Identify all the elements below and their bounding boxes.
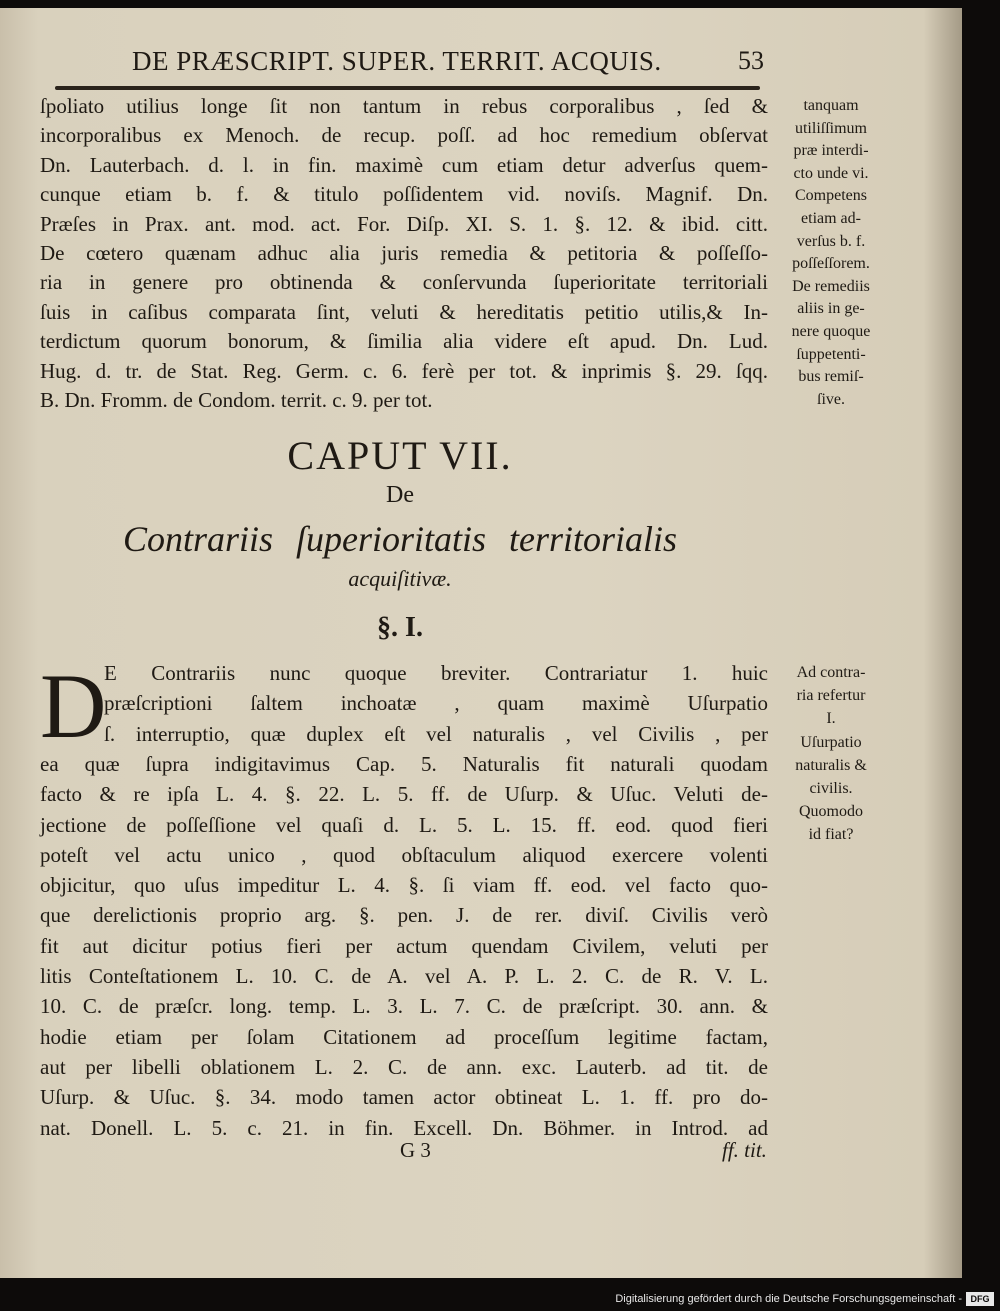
text-line: incorporalibus ex Menoch. de recup. poſſ. ad hoc remedium obſervat (40, 123, 768, 148)
margin-note: poſſeſſorem. (792, 255, 870, 273)
margin-note: naturalis & (795, 756, 867, 774)
scanned-page (0, 8, 962, 1278)
header-rule (55, 86, 760, 90)
text-line: De cœtero quænam adhuc alia juris remedia & petitoria & poſſeſſo- (40, 241, 768, 265)
margin-note: præ interdi- (793, 142, 869, 160)
text-line: terdictum quorum bonorum, & ſimilia alia videre eſt apud. Dn. Lud. (40, 329, 768, 354)
text-line: ſpoliato utilius longe ſit non tantum in rebus corporalibus , ſed & (40, 94, 768, 118)
text-line: ſuis in caſibus comparata ſint, veluti & hereditatis petitio utilis,& In- (40, 299, 768, 324)
margin-note: ſive. (817, 390, 845, 408)
text-line: E Contrariis nunc quoque breviter. Contrariatur 1. huic (104, 661, 768, 685)
margin-note: Uſurpatio (800, 733, 862, 751)
text-line: Præſes in Prax. ant. mod. act. For. Diſp. XI. S. 1. §. 12. & ibid. citt. (40, 211, 768, 236)
chapter-de: De (386, 482, 414, 508)
margin-note: verſus b. f. (796, 232, 866, 250)
text-line: aut per libelli oblationem L. 2. C. de ann. exc. Lauterb. ad tit. de (40, 1054, 768, 1079)
text-line: ea quæ ſupra indigitavimus Cap. 5. Naturalis fit naturali quodam (40, 751, 768, 776)
funding-credit: Digitalisierung gefördert durch die Deutsche Forschungsgemeinschaft - (615, 1293, 962, 1305)
text-line: ria in genere pro obtinenda & conſervunda ſuperioritate territoriali (40, 270, 768, 295)
dfg-logo: DFG (966, 1292, 994, 1306)
running-title: DE PRÆSCRIPT. SUPER. TERRIT. ACQUIS. (132, 46, 662, 76)
margin-note: cto unde vi. (793, 164, 869, 182)
text-line: litis Conteſtationem L. 10. C. de A. vel A. P. L. 2. C. de R. V. L. (40, 964, 768, 988)
margin-note: I. (826, 710, 836, 728)
section-mark: §. I. (377, 612, 423, 643)
margin-note: De remediis (792, 277, 870, 295)
drop-cap: D (40, 655, 107, 757)
margin-note: civilis. (809, 780, 853, 797)
text-line: hodie etiam per ſolam Citationem ad proceſſum legitime factam, (40, 1024, 768, 1049)
text-line: facto & re ipſa L. 4. §. 22. L. 5. ff. de Uſurp. & Uſuc. Veluti de- (40, 782, 768, 807)
text-line: jectione de poſſeſſione vel quaſi d. L. 5. L. 15. ff. eod. quod fieri (40, 812, 768, 837)
text-line: Uſurp. & Uſuc. §. 34. modo tamen actor obtineat L. 1. ff. pro do- (40, 1085, 768, 1110)
margin-note: etiam ad- (801, 210, 861, 227)
margin-note: tanquam (803, 97, 859, 114)
chapter-subtitle: Contrariis ſuperioritatis territorialis (122, 519, 678, 559)
margin-note: Quomodo (799, 803, 863, 821)
margin-note: ria refertur (796, 687, 866, 705)
text-line: objicitur, quo uſus impeditur L. 4. §. ſi viam ff. eod. vel facto quo- (40, 873, 768, 898)
text-line: B. Dn. Fromm. de Condom. territ. c. 9. per tot. (40, 388, 433, 412)
text-line: fit aut dicitur potius fieri per actum quendam Civilem, veluti per (40, 933, 768, 958)
margin-note: Competens (795, 187, 867, 205)
margin-note: id fiat? (808, 826, 854, 844)
margin-note: ſuppetenti- (796, 345, 866, 363)
chapter-subtitle-2: acquiſitivæ. (348, 566, 452, 591)
text-line: 10. C. de præſcr. long. temp. L. 3. L. 7. C. de præſcript. 30. ann. & (40, 994, 768, 1019)
margin-note: utiliſſimum (794, 119, 867, 137)
text-line: nat. Donell. L. 5. c. 21. in fin. Excell. Dn. Böhmer. in Introd. ad (40, 1115, 768, 1140)
footer-bar (0, 1289, 1000, 1311)
margin-note: Ad contra- (796, 664, 866, 681)
text-line: præſcriptioni ſaltem inchoatæ , quam maximè Uſurpatio (104, 691, 768, 716)
catchword: ff. tit. (722, 1138, 767, 1162)
signature-mark: G 3 (400, 1138, 431, 1162)
chapter-title: CAPUT VII. (287, 433, 513, 478)
text-line: cunque etiam b. f. & titulo poſſidentem vid. noviſs. Magnif. Dn. (40, 182, 768, 207)
page-number: 53 (738, 46, 764, 75)
text-line: Dn. Lauterbach. d. l. in fin. maximè cum etiam detur adverſus quem- (40, 152, 768, 177)
text-line: Hug. d. tr. de Stat. Reg. Germ. c. 6. ferè per tot. & inprimis §. 29. ſqq. (40, 358, 768, 383)
margin-note: nere quoque (791, 323, 871, 340)
text-line: que derelictionis proprio arg. §. pen. J. de rer. diviſ. Civilis verò (40, 903, 768, 928)
text-line: ſ. interruptio, quæ duplex eſt vel naturalis , vel Civilis , per (104, 721, 768, 746)
margin-note: bus remiſ- (798, 368, 864, 386)
text-line: poteſt vel actu unico , quod obſtaculum aliquod exercere volenti (40, 842, 768, 867)
margin-note: aliis in ge- (797, 300, 865, 318)
